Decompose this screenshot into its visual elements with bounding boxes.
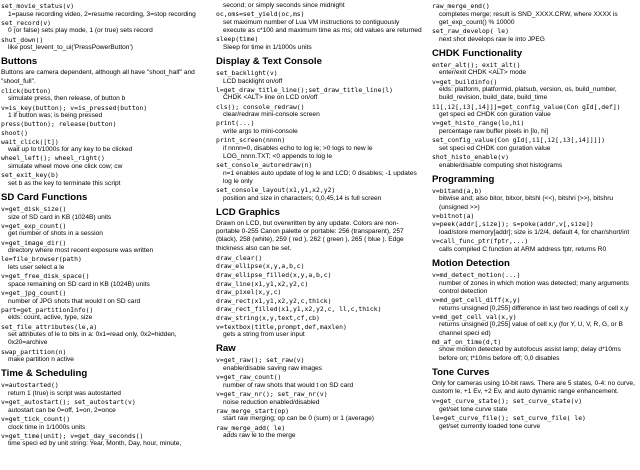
column-2 [216, 2, 422, 440]
function-description: lets user select a le [8, 263, 65, 271]
function-entry [1, 255, 207, 272]
function-description: get number of shots in a session [8, 230, 103, 238]
function-description: clear/redraw mini-console screen [223, 111, 320, 119]
section-intro: Drawn on LCD, but overwritten by any update. Colors are non-portable 0-255 Canon palette or portable: 256 (transparent), 257 (black), 258 (white), 259 ( red ), 262 ( green ), 265 ( blue ). Edge thickness also can be set. [216, 219, 404, 252]
function-signature: v=md_get_cell_diff(x,y) [432, 295, 521, 304]
function-entry [1, 87, 207, 104]
function-signature: draw_pixel(x,y,c) [216, 288, 282, 297]
function-signature: print(...) [216, 119, 255, 128]
function-description: n=1 enables auto update of log le and LCD; 0 disables; -1 updates log le only [223, 169, 417, 185]
function-entry [1, 171, 207, 188]
function-signature: print_screen(nnnn) [216, 136, 286, 145]
function-signature: oc,oms=set_yield(oc,ms) [216, 10, 305, 19]
function-description: gets a string from user input [223, 331, 305, 339]
function-entry [216, 254, 422, 263]
function-signature: swap_partition(n) [1, 347, 67, 356]
function-description: elds: count, active, type, size [8, 314, 93, 322]
function-signature: set_exit_key(b) [1, 171, 59, 180]
function-entry [432, 119, 638, 136]
function-entry [216, 103, 422, 120]
function-signature: shoot() [1, 128, 28, 137]
function-entry [432, 271, 638, 296]
function-signature: l=get_draw_title_line();set_draw_title_line(l) [216, 85, 393, 94]
function-description: enter/exit CHDK <ALT> mode [439, 69, 527, 77]
section-title: Raw [216, 343, 236, 355]
function-description: simulate wheel move one click cow; cw [8, 162, 123, 170]
function-description: start raw merging; op can be 0 (sum) or 1 (average) [223, 415, 374, 423]
function-signature: le=file_browser(path) [1, 255, 82, 264]
function-signature: v=get_time(unit); v=get_day_seconds() [1, 431, 144, 440]
function-entry [432, 27, 638, 44]
section-title: CHDK Functionality [432, 47, 523, 59]
function-entry [216, 356, 422, 373]
function-description: set attributes of le to bits in a: 0x1=read only, 0x2=hidden, 0x20=archive [8, 331, 177, 347]
function-entry [216, 390, 422, 407]
section-title: Time & Scheduling [1, 368, 88, 380]
function-entry [1, 272, 207, 289]
function-entry [216, 186, 422, 203]
section-title: Buttons [1, 56, 38, 68]
function-signature: draw_clear() [216, 253, 263, 262]
function-description: set maximum number of Lua VM instructions to contiguously execute as c*100 and maximum time as ms; old values are returned [223, 18, 422, 34]
function-signature: draw_ellipse_filled(x,y,a,b,c) [216, 270, 332, 279]
function-entry [1, 415, 207, 432]
function-signature: v=bitnot(a) [432, 211, 475, 220]
function-entry [1, 205, 207, 222]
function-signature: v=get_tick_count() [1, 414, 71, 423]
function-description: bitwise and; also bitor, bitxor, bitshl (<<), bitshri (>>), bitshru (unsigned >>) [439, 195, 614, 211]
function-description: simulate press, then release, of button b [8, 95, 126, 103]
function-description: write args to mini-console [223, 127, 298, 135]
function-entry [432, 2, 638, 27]
function-entry [216, 314, 422, 323]
function-entry [432, 414, 638, 431]
function-entry [216, 424, 422, 441]
function-entry [216, 86, 422, 103]
function-description: CHDK <ALT> line on LCD on/off [223, 94, 318, 102]
function-entry [1, 222, 207, 239]
function-description: next shot develops raw le into JPEG [439, 35, 545, 43]
function-entry [1, 120, 207, 129]
function-signature: v=textbox(title,prompt,def,maxlen) [216, 322, 347, 331]
function-description: show motion detected by autofocus assist lamp; delay d*10ms before on; t*10ms before off; 0,0 disables [439, 346, 621, 362]
function-description: position and size in characters; 0,0,45,14 is full screen [223, 194, 382, 202]
function-description: enable/disable computing shot histograms [439, 161, 563, 169]
function-entry [216, 69, 422, 86]
column-3 [432, 2, 638, 431]
function-signature: v=get_autostart(); set_autostart(v) [1, 398, 136, 407]
function-entry [432, 61, 638, 78]
function-description: load/store memory[addr]; size is 1/2/4, default 4, for char/short/int [439, 228, 630, 236]
function-signature: set_record(v) [1, 18, 52, 27]
function-signature: raw_merge_end() [432, 2, 490, 10]
function-entry [1, 154, 207, 171]
function-entry [216, 288, 422, 297]
function-entry [216, 119, 422, 136]
function-entry [216, 280, 422, 289]
function-description: return 1 (true) is script was autostarted [8, 389, 121, 397]
function-description: 0 (or false) sets play mode, 1 (or true) sets record [8, 27, 153, 35]
function-signature: v=get_histo_range(lo,hi) [432, 119, 525, 128]
function-description: completes merge; result is SND_XXXX.CRW, where XXXX is get_exp_count() % 10000 [439, 10, 618, 26]
function-description: make partition n active [8, 356, 74, 364]
function-entry [216, 35, 422, 52]
section-title: Programming [432, 173, 495, 185]
function-entry [216, 262, 422, 271]
function-entry [1, 348, 207, 365]
function-signature: v=get_disk_size() [1, 204, 67, 213]
function-entry [432, 237, 638, 254]
function-entry [1, 2, 207, 19]
function-description: if nnnn=0, disables echo to log le; >0 logs to new le LOG_nnnn.TXT; <0 appends to log le [223, 144, 373, 160]
function-entry [432, 313, 638, 338]
function-description: calls compiled C function at ARM address fptr, returns R0 [439, 245, 607, 253]
function-description: get/set tone curve state [439, 405, 508, 413]
function-signature: draw_ellipse(x,y,a,b,c) [216, 262, 305, 271]
function-description: get speci ed CHDK con guration value [439, 111, 551, 119]
function-description: percentage raw buffer pixels in [lo, hi] [439, 127, 549, 135]
function-description: wait up to t/1000s for any key to be clicked [8, 146, 133, 154]
function-entry [432, 296, 638, 313]
section-intro: Only for cameras using 10-bit raws. There are 5 states, 0-4: no curve, custom le, +1 Ev, +2 Ev, and auto dynamic range enhancement. [432, 379, 635, 395]
function-entry [216, 10, 422, 35]
section-title: SD Card Functions [1, 191, 88, 203]
function-signature: v=call_func_ptr(fptr,...) [432, 237, 529, 246]
function-entry [1, 36, 207, 53]
function-description: noise reduction enabled/disabled [223, 398, 320, 406]
function-description: set b as the key to terminate this script [8, 179, 121, 187]
function-signature: v=md_detect_motion(...) [432, 270, 521, 279]
function-entry [216, 323, 422, 340]
function-signature: v=get_raw_count() [216, 373, 282, 382]
function-description: number of JPG shots that would t on SD card [8, 297, 141, 305]
function-description: second; or simply seconds since midnight [223, 2, 345, 9]
section-title: Tone Curves [432, 366, 490, 378]
function-entry [432, 212, 638, 221]
function-description: Sleep for time in 1/1000s units [223, 43, 312, 51]
function-entry [432, 220, 638, 237]
function-description: number of zones in which motion was detected; many arguments control detection [439, 279, 629, 295]
function-signature: v=peek(addr[,size]); s=poke(addr,v[,size]) [432, 220, 594, 229]
function-entry [1, 323, 207, 348]
function-description: autostart can be 0=off, 1=on, 2=once [8, 406, 116, 414]
function-entry [216, 297, 422, 306]
function-entry [216, 373, 422, 390]
function-description: like post_levent_to_ui('PressPowerButton') [8, 44, 133, 52]
function-description: returns unsigned [0,255] difference in last two readings of cell x,y [439, 304, 629, 312]
function-entry [432, 103, 638, 120]
function-entry [1, 381, 207, 398]
function-description: elds: platform, platformid, platsub, version, os, build_number, build_revision, build_date, build_time [439, 86, 617, 102]
function-signature: draw_line(x1,y1,x2,y2,c) [216, 279, 309, 288]
function-description: size of SD card in KB (1024B) units [8, 213, 112, 221]
function-signature: le=get_curve_file(); set_curve_file( le) [432, 413, 586, 422]
function-description: adds raw le to the merge [223, 432, 296, 440]
function-entry [432, 187, 638, 212]
function-entry [1, 138, 207, 155]
function-description: time speci ed by unit string: Year, Month, Day, hour, minute, [8, 440, 182, 448]
function-signature: wait_click([t]) [1, 137, 59, 146]
function-signature: sleep(time) [216, 35, 259, 44]
function-signature: click(button) [1, 86, 52, 95]
function-signature: cls(); console_redraw() [216, 102, 305, 111]
section-title: Display & Text Console [216, 56, 322, 67]
function-signature: shot_histo_enable(v) [432, 152, 509, 161]
function-signature: raw_merge_add( le) [216, 423, 286, 432]
function-signature: set_file_attributes(le,a) [1, 322, 98, 331]
function-signature: v=get_raw(); set_raw(v) [216, 356, 305, 365]
function-description: returns unsigned [0,255] value of cell x,y (for Y, U, V, R, G, or B channel speci ed) [439, 321, 623, 337]
function-entry [1, 289, 207, 306]
function-entry [1, 129, 207, 138]
section-title: Motion Detection [432, 257, 510, 269]
function-entry [1, 239, 207, 256]
function-signature: set_backlight(v) [216, 69, 278, 77]
function-signature: v=get_image_dir() [1, 238, 67, 247]
function-signature: v=get_free_disk_space() [1, 272, 90, 281]
section-title: LCD Graphics [216, 206, 280, 218]
column-1 [1, 2, 207, 449]
function-signature: wheel_left(); wheel_right() [1, 154, 105, 163]
function-signature: v=get_raw_nr(); set_raw_nr(v) [216, 389, 328, 398]
function-signature: set_console_layout(x1,y1,x2,y2) [216, 186, 336, 195]
function-entry [1, 104, 207, 121]
function-signature: v=md_get_cell_val(x,y) [432, 312, 517, 321]
function-signature: set_console_autoredraw(n) [216, 161, 313, 170]
function-entry [1, 432, 207, 449]
function-entry [432, 153, 638, 170]
function-signature: v=is_key(button); v=is_pressed(button) [1, 103, 148, 112]
function-signature: v=bitand(a,b) [432, 186, 483, 195]
function-signature: raw_merge_start(op) [216, 406, 290, 415]
function-description: space remaining on SD card in KB (1024B) units [8, 280, 150, 288]
function-signature: v=get_buildinfo() [432, 77, 498, 86]
function-signature: set_config_value(Con gId[,i1[,i2[,i3[,i4]]]]) [432, 136, 606, 145]
function-entry [216, 305, 422, 314]
function-signature: v=get_curve_state(); set_curve_state(v) [432, 397, 583, 406]
function-signature: press(button); release(button) [1, 120, 117, 129]
function-signature: set_movie_status(v) [1, 2, 75, 10]
function-signature: i1[,i2[,i3[,i4]]]=get_config_value(Con gId[,def]) [432, 102, 621, 111]
function-entry [216, 161, 422, 186]
function-entry [216, 407, 422, 424]
function-entry [432, 338, 638, 363]
function-description: number of raw shots that would t on SD card [223, 381, 354, 389]
function-entry [216, 271, 422, 280]
function-signature: draw_rect_filled(x1,y1,x2,y2,c, ll,c,thick) [216, 305, 382, 314]
function-entry [432, 78, 638, 103]
section-intro: Buttons are camera dependent, although all have "shoot_half" and "shoot_full". [1, 69, 195, 85]
function-signature: draw_string(x,y,text,cf,cb) [216, 313, 320, 322]
function-entry [1, 398, 207, 415]
function-signature: part=get_partitionInfo() [1, 305, 94, 314]
function-entry [432, 136, 638, 153]
function-description: set speci ed CHDK con guration value [439, 144, 551, 152]
function-signature: v=get_jpg_count() [1, 288, 67, 297]
function-signature: md_af_on_time(d,t) [432, 337, 502, 346]
function-description: enable/disable saving raw images [223, 364, 322, 372]
function-signature: v=get_exp_count() [1, 221, 67, 230]
function-signature: shut_down() [1, 35, 44, 44]
function-entry [432, 397, 638, 414]
function-entry [216, 2, 422, 10]
function-entry [1, 306, 207, 323]
function-description: 1 if button was; is being pressed [8, 112, 103, 120]
function-signature: v=autostarted() [1, 381, 59, 390]
function-description: directory where most recent exposure was written [8, 247, 154, 255]
function-description: 1=pause recording video, 2=resume recording, 3=stop recording [8, 10, 196, 18]
function-signature: draw_rect(x1,y1,x2,y2,c,thick) [216, 296, 332, 305]
function-entry [1, 19, 207, 36]
function-entry [216, 136, 422, 161]
function-description: get/set currently loaded tone curve [439, 422, 541, 430]
function-description: clock time in 1/1000s units [8, 423, 86, 431]
function-signature: enter_alt(); exit_alt() [432, 60, 521, 69]
function-signature: set_raw_develop( le) [432, 27, 509, 35]
function-description: LCD backlight on/off [223, 77, 283, 85]
